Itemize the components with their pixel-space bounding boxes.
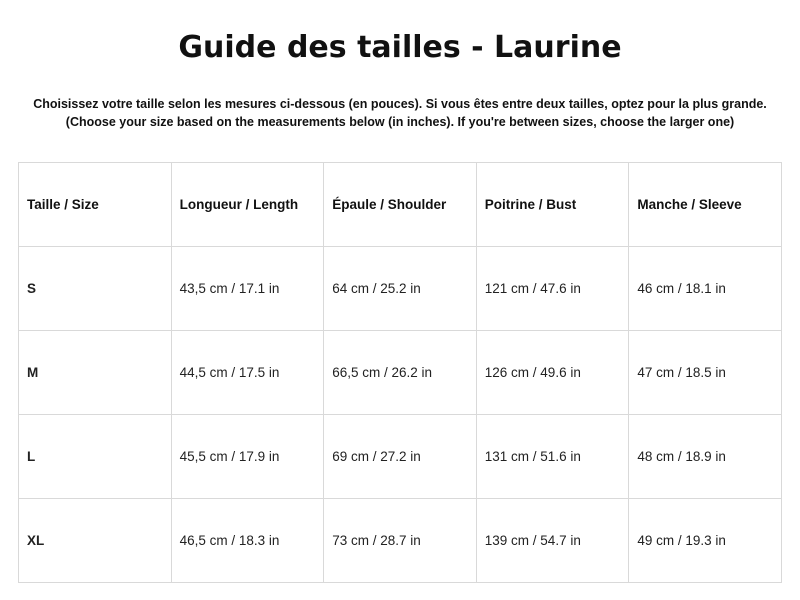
page-title: Guide des tailles - Laurine	[178, 30, 622, 65]
sleeve-cell: 46 cm / 18.1 in	[629, 247, 782, 331]
intro-line-french: Choisissez votre taille selon les mesures ci-dessous (en pouces). Si vous êtes entre deux tailles, optez pour la plus grande.	[33, 97, 767, 111]
header-bust: Poitrine / Bust	[476, 163, 629, 247]
table-row	[19, 247, 782, 331]
size-cell: XL	[19, 499, 172, 583]
bust-cell: 121 cm / 47.6 in	[476, 247, 629, 331]
table-row	[19, 499, 782, 583]
bust-cell: 126 cm / 49.6 in	[476, 331, 629, 415]
length-cell: 43,5 cm / 17.1 in	[171, 247, 324, 331]
table-row	[19, 415, 782, 499]
intro-line-english: (Choose your size based on the measurements below (in inches). If you're between sizes, choose the larger one)	[65, 115, 735, 129]
length-cell: 46,5 cm / 18.3 in	[171, 499, 324, 583]
header-size: Taille / Size	[19, 163, 172, 247]
size-cell: S	[19, 247, 172, 331]
shoulder-cell: 69 cm / 27.2 in	[324, 415, 477, 499]
header-length: Longueur / Length	[171, 163, 324, 247]
bust-cell: 131 cm / 51.6 in	[476, 415, 629, 499]
length-cell: 44,5 cm / 17.5 in	[171, 331, 324, 415]
sleeve-cell: 49 cm / 19.3 in	[629, 499, 782, 583]
sleeve-cell: 48 cm / 18.9 in	[629, 415, 782, 499]
bust-cell: 139 cm / 54.7 in	[476, 499, 629, 583]
size-cell: L	[19, 415, 172, 499]
length-cell: 45,5 cm / 17.9 in	[171, 415, 324, 499]
shoulder-cell: 64 cm / 25.2 in	[324, 247, 477, 331]
table-header-row	[19, 163, 782, 247]
shoulder-cell: 66,5 cm / 26.2 in	[324, 331, 477, 415]
size-chart-table	[18, 162, 782, 583]
size-cell: M	[19, 331, 172, 415]
intro-text	[0, 95, 800, 131]
header-sleeve: Manche / Sleeve	[629, 163, 782, 247]
shoulder-cell: 73 cm / 28.7 in	[324, 499, 477, 583]
sleeve-cell: 47 cm / 18.5 in	[629, 331, 782, 415]
header-shoulder: Épaule / Shoulder	[324, 163, 477, 247]
table-row	[19, 331, 782, 415]
